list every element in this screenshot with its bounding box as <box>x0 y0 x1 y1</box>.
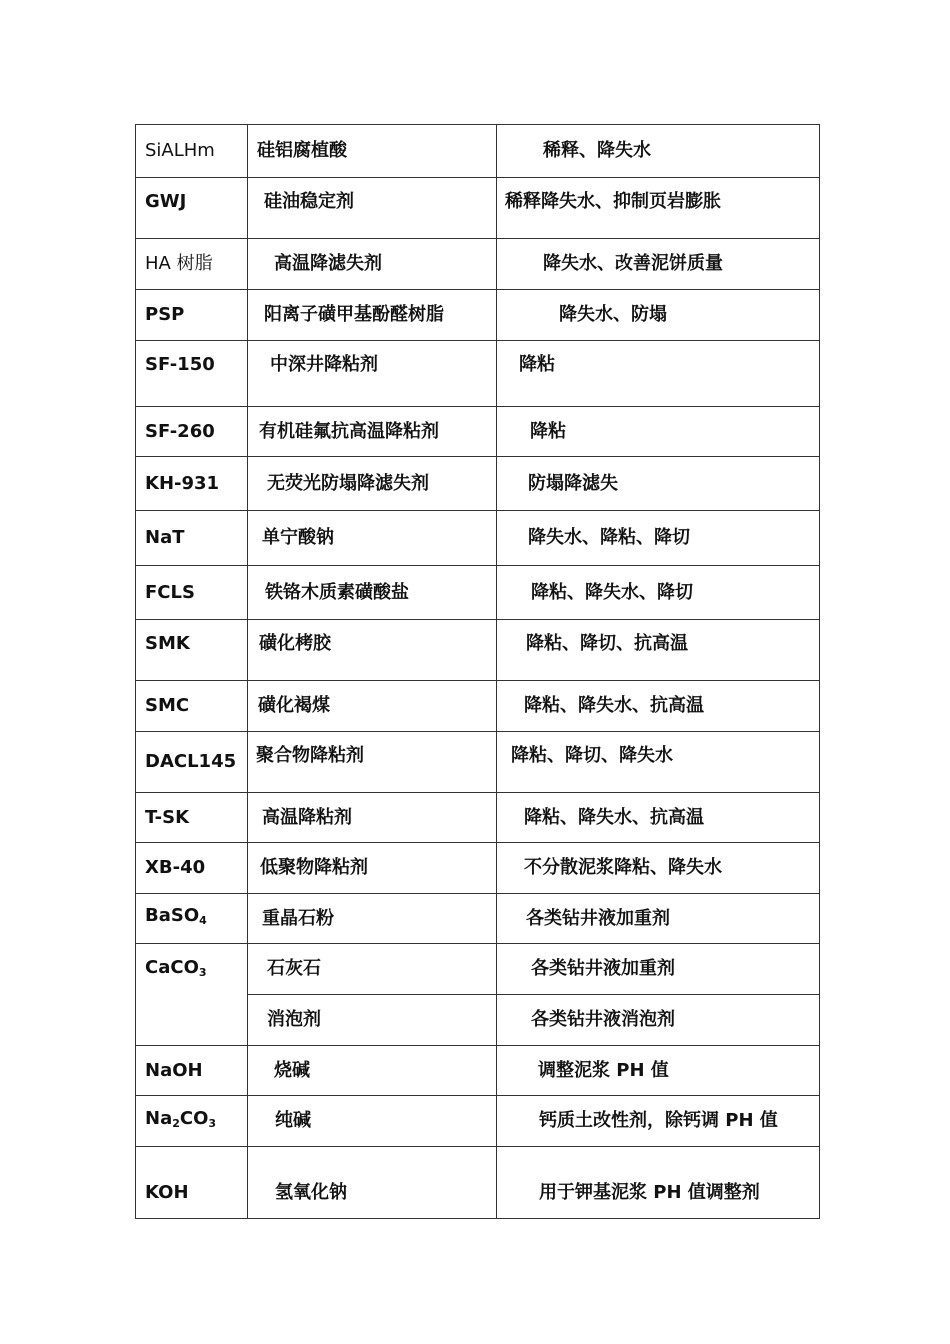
table-row <box>136 341 820 407</box>
name-cell: 石灰石 <box>248 944 497 995</box>
use-cell: 降粘、降切、降失水 <box>497 732 820 793</box>
code-cell: HA 树脂 <box>136 239 248 290</box>
table-row <box>136 843 820 894</box>
table-row <box>136 566 820 620</box>
table-row <box>136 511 820 566</box>
use-cell: 不分散泥浆降粘、降失水 <box>497 843 820 894</box>
use-cell: 降粘、降失水、降切 <box>497 566 820 620</box>
formula-subscript: 3 <box>208 1116 217 1130</box>
use-cell: 各类钻井液加重剂 <box>497 944 820 995</box>
code-cell <box>136 894 248 944</box>
code-cell: SMK <box>136 620 248 681</box>
use-cell: 用于钾基泥浆 PH 值调整剂 <box>497 1147 820 1219</box>
formula-subscript: 2 <box>172 1116 180 1130</box>
name-cell: 单宁酸钠 <box>248 511 497 566</box>
name-cell: 高温降粘剂 <box>248 793 497 843</box>
name-cell: 聚合物降粘剂 <box>248 732 497 793</box>
use-cell: 调整泥浆 PH 值 <box>497 1046 820 1096</box>
name-cell: 中深井降粘剂 <box>248 341 497 407</box>
code-cell: SMC <box>136 681 248 732</box>
code-cell: GWJ <box>136 178 248 239</box>
use-cell: 降失水、防塌 <box>497 290 820 341</box>
table-row <box>136 620 820 681</box>
name-cell: 纯碱 <box>248 1096 497 1147</box>
table-row <box>136 681 820 732</box>
code-cell <box>136 1096 248 1147</box>
use-cell: 稀释降失水、抑制页岩膨胀 <box>497 178 820 239</box>
use-cell: 降粘、降失水、抗高温 <box>497 681 820 732</box>
code-cell: SF-260 <box>136 407 248 457</box>
table-row <box>136 944 820 995</box>
formula-text: BaSO <box>145 905 200 926</box>
use-cell: 各类钻井液加重剂 <box>497 894 820 944</box>
additives-table <box>135 124 820 1219</box>
name-cell: 硅油稳定剂 <box>248 178 497 239</box>
formula-text: CO <box>179 1107 209 1129</box>
name-cell: 低聚物降粘剂 <box>248 843 497 894</box>
code-cell: DACL145 <box>136 732 248 793</box>
use-cell: 稀释、降失水 <box>497 125 820 178</box>
formula-text: Na <box>145 1107 173 1129</box>
use-cell: 防塌降滤失 <box>497 457 820 511</box>
formula-subscript: 4 <box>199 914 207 927</box>
code-cell <box>136 944 248 1046</box>
name-cell: 重晶石粉 <box>248 894 497 944</box>
code-cell: SiALHm <box>136 125 248 178</box>
formula-text: CaCO <box>145 957 199 978</box>
table-row <box>136 1147 820 1219</box>
name-cell: 消泡剂 <box>248 995 497 1046</box>
code-cell: KH-931 <box>136 457 248 511</box>
use-cell: 降粘、降失水、抗高温 <box>497 793 820 843</box>
code-cell: PSP <box>136 290 248 341</box>
code-cell: XB-40 <box>136 843 248 894</box>
table-row <box>136 290 820 341</box>
table-row <box>136 125 820 178</box>
table-row <box>136 1096 820 1147</box>
table-row <box>136 732 820 793</box>
code-cell: NaOH <box>136 1046 248 1096</box>
use-cell: 降失水、改善泥饼质量 <box>497 239 820 290</box>
table-row <box>136 457 820 511</box>
table-row <box>136 894 820 944</box>
code-cell: FCLS <box>136 566 248 620</box>
formula-subscript: 3 <box>198 966 207 979</box>
table-row <box>136 239 820 290</box>
name-cell: 磺化栲胶 <box>248 620 497 681</box>
table-row <box>136 1046 820 1096</box>
name-cell: 有机硅氟抗高温降粘剂 <box>248 407 497 457</box>
code-cell: NaT <box>136 511 248 566</box>
name-cell: 无荧光防塌降滤失剂 <box>248 457 497 511</box>
code-cell: SF-150 <box>136 341 248 407</box>
name-cell: 烧碱 <box>248 1046 497 1096</box>
code-cell: T-SK <box>136 793 248 843</box>
code-cell: KOH <box>136 1147 248 1219</box>
name-cell: 阳离子磺甲基酚醛树脂 <box>248 290 497 341</box>
name-cell: 高温降滤失剂 <box>248 239 497 290</box>
table-row <box>136 793 820 843</box>
table-row <box>136 178 820 239</box>
use-cell: 钙质土改性剂，除钙调 PH 值 <box>497 1096 820 1147</box>
use-cell: 降粘、降切、抗高温 <box>497 620 820 681</box>
use-cell: 降粘 <box>497 341 820 407</box>
name-cell: 磺化褐煤 <box>248 681 497 732</box>
name-cell: 铁铬木质素磺酸盐 <box>248 566 497 620</box>
name-cell: 氢氧化钠 <box>248 1147 497 1219</box>
use-cell: 各类钻井液消泡剂 <box>497 995 820 1046</box>
table-row <box>136 407 820 457</box>
name-cell: 硅铝腐植酸 <box>248 125 497 178</box>
use-cell: 降失水、降粘、降切 <box>497 511 820 566</box>
use-cell: 降粘 <box>497 407 820 457</box>
